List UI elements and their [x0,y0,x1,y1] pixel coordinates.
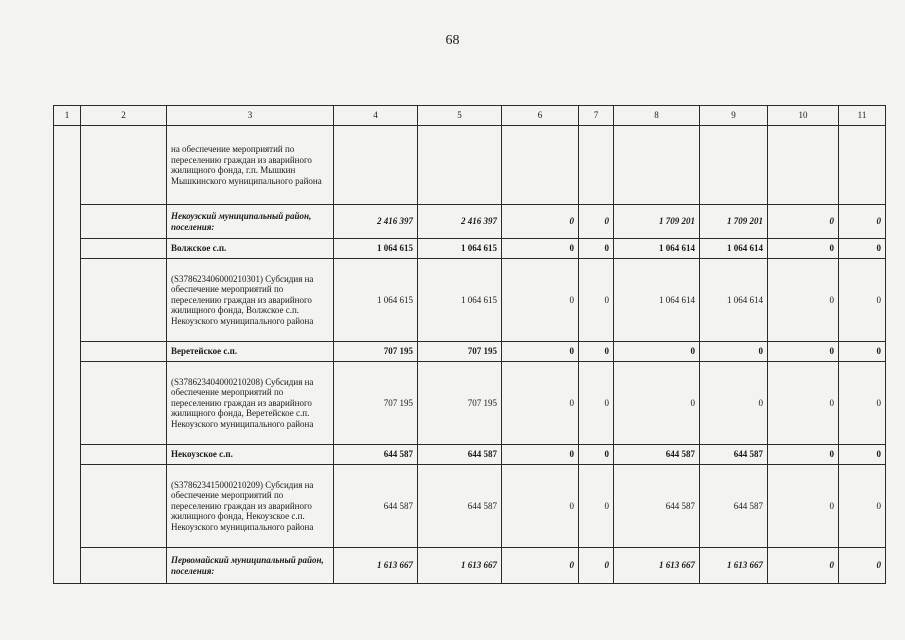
value-cell: 0 [839,362,886,445]
value-cell: 0 [614,362,700,445]
value-cell: 1 709 201 [700,205,768,239]
value-cell: 644 587 [700,465,768,548]
value-cell: 0 [579,362,614,445]
column-number: 7 [579,106,614,126]
row-description: Некоузский муниципальный район, поселения: [167,205,334,239]
table-row [54,445,886,465]
column-number: 1 [54,106,81,126]
value-cell: 644 587 [614,465,700,548]
value-cell: 707 195 [334,362,418,445]
value-cell: 644 587 [334,465,418,548]
row-description: Волжское с.п. [167,239,334,259]
value-cell [579,126,614,205]
budget-table [53,105,886,584]
value-cell: 644 587 [418,465,502,548]
column-1-merged-cell [54,126,81,584]
value-cell: 0 [502,465,579,548]
column-number: 3 [167,106,334,126]
value-cell: 1 064 614 [614,259,700,342]
value-cell: 0 [502,445,579,465]
column-2-cell [81,126,167,205]
value-cell: 644 587 [334,445,418,465]
table-row [54,465,886,548]
value-cell: 0 [502,239,579,259]
value-cell: 644 587 [700,445,768,465]
value-cell: 1 064 615 [418,239,502,259]
value-cell: 0 [614,342,700,362]
column-2-cell [81,548,167,584]
value-cell: 0 [579,239,614,259]
value-cell: 0 [839,239,886,259]
page-number: 68 [445,33,460,48]
value-cell: 0 [502,362,579,445]
column-2-cell [81,445,167,465]
table-row [54,205,886,239]
column-number: 8 [614,106,700,126]
value-cell [700,126,768,205]
value-cell [614,126,700,205]
table-row [54,259,886,342]
value-cell: 1 613 667 [418,548,502,584]
value-cell: 0 [839,259,886,342]
value-cell: 0 [579,342,614,362]
column-2-cell [81,362,167,445]
column-2-cell [81,239,167,259]
value-cell: 1 613 667 [334,548,418,584]
value-cell: 0 [839,205,886,239]
value-cell: 0 [700,342,768,362]
column-2-cell [81,465,167,548]
value-cell: 1 709 201 [614,205,700,239]
row-description: Веретейское с.п. [167,342,334,362]
value-cell: 1 064 614 [700,239,768,259]
value-cell [334,126,418,205]
value-cell: 707 195 [418,362,502,445]
table-row [54,342,886,362]
table-row [54,362,886,445]
column-number-row [54,106,886,126]
row-description: (S378623404000210208) Субсидия на обеспечение мероприятий по переселению граждан из аварийного жилищного фонда, Веретейское с.п. Некоузского муниципального района [167,362,334,445]
value-cell: 1 064 615 [334,239,418,259]
column-2-cell [81,342,167,362]
value-cell: 1 064 615 [334,259,418,342]
column-number: 5 [418,106,502,126]
value-cell [502,126,579,205]
row-description: (S378623415000210209) Субсидия на обеспечение мероприятий по переселению граждан из аварийного жилищного фонда, Некоузское с.п. Некоузского муниципального района [167,465,334,548]
column-number: 10 [768,106,839,126]
value-cell: 1 613 667 [700,548,768,584]
value-cell [768,126,839,205]
column-number: 2 [81,106,167,126]
value-cell: 644 587 [614,445,700,465]
value-cell: 707 195 [418,342,502,362]
column-2-cell [81,259,167,342]
row-description: (S378623406000210301) Субсидия на обеспечение мероприятий по переселению граждан из аварийного жилищного фонда, Волжское с.п. Некоузского муниципального района [167,259,334,342]
value-cell: 0 [579,259,614,342]
value-cell [418,126,502,205]
value-cell: 0 [579,465,614,548]
value-cell [839,126,886,205]
value-cell: 0 [502,548,579,584]
value-cell: 2 416 397 [334,205,418,239]
value-cell: 644 587 [418,445,502,465]
value-cell: 0 [502,259,579,342]
table-row [54,239,886,259]
value-cell: 0 [839,445,886,465]
value-cell: 0 [768,342,839,362]
value-cell: 0 [839,548,886,584]
value-cell: 0 [502,342,579,362]
value-cell: 0 [768,465,839,548]
value-cell: 707 195 [334,342,418,362]
value-cell: 2 416 397 [418,205,502,239]
column-number: 11 [839,106,886,126]
value-cell: 0 [768,362,839,445]
value-cell: 0 [768,548,839,584]
table-row [54,126,886,205]
column-number: 9 [700,106,768,126]
value-cell: 0 [768,259,839,342]
value-cell: 0 [768,205,839,239]
value-cell: 1 613 667 [614,548,700,584]
column-number: 6 [502,106,579,126]
value-cell: 0 [579,205,614,239]
value-cell: 0 [700,362,768,445]
value-cell: 0 [839,465,886,548]
value-cell: 0 [768,239,839,259]
value-cell: 1 064 615 [418,259,502,342]
value-cell: 0 [839,342,886,362]
column-2-cell [81,205,167,239]
row-description: Некоузское с.п. [167,445,334,465]
value-cell: 0 [768,445,839,465]
value-cell: 1 064 614 [614,239,700,259]
column-number: 4 [334,106,418,126]
value-cell: 1 064 614 [700,259,768,342]
row-description: на обеспечение мероприятий по переселению граждан из аварийного жилищного фонда, г.п. Мышкин Мышкинского муниципального района [167,126,334,205]
value-cell: 0 [502,205,579,239]
value-cell: 0 [579,445,614,465]
row-description: Первомайский муниципальный район, поселения: [167,548,334,584]
table-row [54,548,886,584]
value-cell: 0 [579,548,614,584]
